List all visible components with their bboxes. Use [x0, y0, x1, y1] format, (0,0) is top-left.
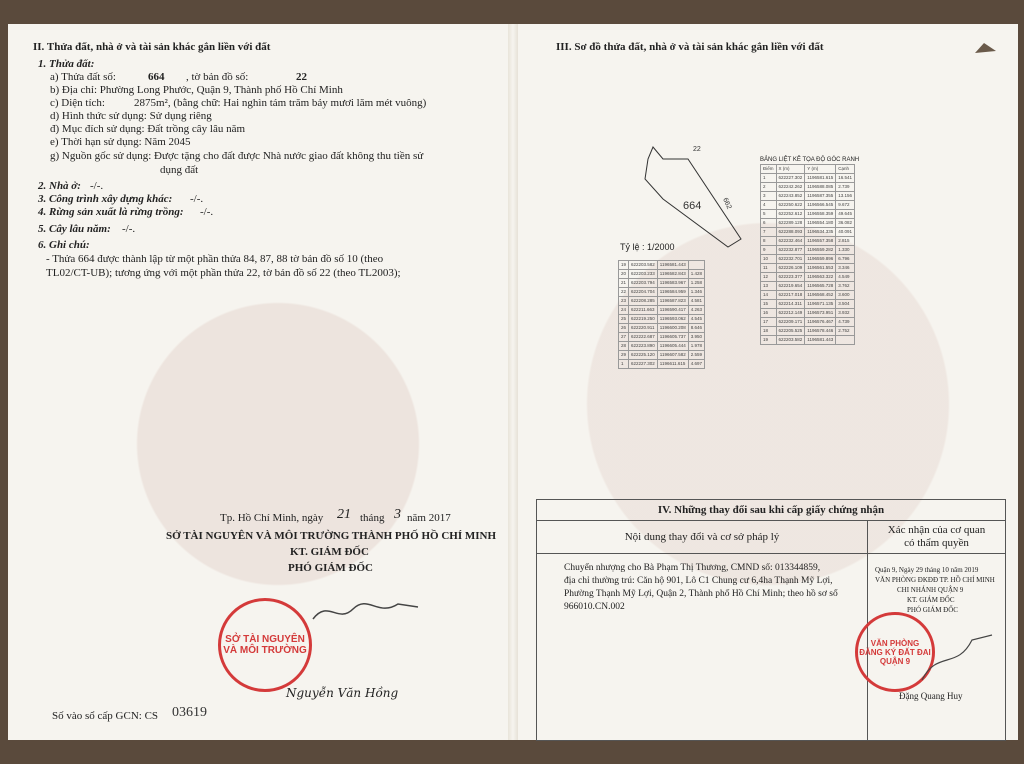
coord-cell: 4.263 [688, 306, 704, 315]
coord-cell: 1196581.615 [805, 174, 836, 183]
coord-cell: 622203.794 [629, 279, 658, 288]
coord-cell: 622289.128 [776, 219, 805, 228]
coord-cell: 1196561.553 [805, 264, 836, 273]
coord-row [619, 342, 705, 351]
coord-cell: 6 [761, 219, 777, 228]
perennial-value: -/-. [122, 223, 136, 235]
coord-cell: 622204.704 [629, 288, 658, 297]
coord-header-cell: X (m) [776, 165, 805, 174]
coord-cell [836, 336, 855, 345]
coord-cell: 28 [619, 342, 629, 351]
coord-row [619, 324, 705, 333]
confirm-line-1: Quận 9, Ngày 29 tháng 10 năm 2019 [875, 566, 979, 574]
use-form: d) Hình thức sử dụng: Sử dụng riêng [50, 110, 212, 122]
coord-row [761, 174, 855, 183]
coord-cell: 49.645 [836, 210, 855, 219]
use-purpose: đ) Mục đích sử dụng: Đất trồng cây lâu năm [50, 123, 246, 135]
corner-mark-icon [974, 41, 998, 55]
coord-cell: 9 [761, 246, 777, 255]
confirm-line-3: CHI NHÁNH QUẬN 9 [897, 586, 964, 594]
coord-cell: 36.082 [836, 219, 855, 228]
coord-cell: 1196587.355 [805, 192, 836, 201]
page-fold [508, 24, 518, 740]
forest-label: 4. Rừng sản xuất là rừng trồng: [38, 206, 184, 218]
coord-header-cell: Điểm [761, 165, 777, 174]
adjacent-plot-label-2: 22 [693, 146, 701, 153]
confirm-header-line-2: có thẩm quyền [904, 537, 969, 549]
coord-cell: 19 [619, 261, 629, 270]
signer-name: Nguyễn Văn Hồng [286, 686, 399, 700]
coord-cell: 622219.654 [776, 282, 805, 291]
coord-cell: 622232.877 [776, 246, 805, 255]
coord-cell: 19 [761, 336, 777, 345]
seal-left-text: SỞ TÀI NGUYÊN VÀ MÔI TRƯỜNG [223, 634, 307, 656]
coord-cell: 1196563.322 [805, 273, 836, 282]
gcn-number: 03619 [172, 705, 207, 720]
coord-cell: 23 [619, 297, 629, 306]
coord-cell: 8 [761, 237, 777, 246]
coord-cell: 1.428 [688, 270, 704, 279]
house-value: -/-. [90, 180, 104, 192]
works-label: 3. Công trình xây dựng khác: [38, 193, 173, 205]
change-line-4: 966010.CN.002 [564, 602, 625, 612]
perennial-label: 5. Cây lâu năm: [38, 223, 111, 235]
change-line-3: Phường Thạnh Mỹ Lợi, Quận 2, Thành phố Hồ Chí Minh; theo hồ sơ số [564, 589, 838, 599]
coord-cell: 1196581.443 [657, 261, 688, 270]
coord-cell: 4.739 [836, 318, 855, 327]
coord-cell: 622250.622 [776, 201, 805, 210]
coord-cell: 22 [619, 288, 629, 297]
coord-cell: 1196571.135 [805, 300, 836, 309]
coord-cell: 2.752 [836, 327, 855, 336]
coord-row [761, 183, 855, 192]
coord-cell [688, 261, 704, 270]
coord-cell: 4.697 [688, 360, 704, 369]
gcn-label: Số vào sổ cấp GCN: CS [52, 710, 159, 722]
coord-row [619, 306, 705, 315]
certificate-sheet [8, 24, 1018, 740]
coord-cell: 6.796 [836, 255, 855, 264]
coord-row [761, 264, 855, 273]
coord-cell: 2 [761, 183, 777, 192]
official-seal-left [218, 598, 312, 692]
confirm-line-2: VĂN PHÒNG ĐKĐĐ TP. HỒ CHÍ MINH [875, 576, 995, 584]
coord-cell: 16 [761, 309, 777, 318]
area-label: c) Diện tích: [50, 97, 105, 109]
adjacent-plot-label: 662 [721, 196, 733, 211]
land-heading: 1. Thửa đất: [38, 58, 95, 70]
plot-number-label: 664 [683, 200, 702, 212]
coord-cell: 622227.302 [776, 174, 805, 183]
coord-table-right [760, 164, 855, 345]
coord-cell: 29 [619, 351, 629, 360]
section-3-title: III. Sơ đồ thửa đất, nhà ở và tài sản khác gắn liền với đất [556, 41, 824, 53]
department-name: SỞ TÀI NGUYÊN VÀ MÔI TRƯỜNG THÀNH PHỐ HỒ CHÍ MINH [166, 530, 497, 542]
coord-cell: 5 [761, 210, 777, 219]
coord-cell: 622203.582 [629, 261, 658, 270]
coord-cell: 622222.687 [629, 333, 658, 342]
coord-cell: 1196559.282 [805, 246, 836, 255]
coord-cell: 3.932 [836, 309, 855, 318]
confirm-line-4: KT. GIÁM ĐỐC [907, 596, 955, 604]
coord-cell: 622203.582 [776, 336, 805, 345]
coord-row [761, 219, 855, 228]
issue-month-label: tháng [360, 512, 385, 524]
coord-cell: 4.581 [688, 297, 704, 306]
works-value: -/-. [190, 193, 204, 205]
coord-row [619, 270, 705, 279]
coord-cell: 1196584.959 [657, 288, 688, 297]
coord-cell: 1196573.951 [805, 309, 836, 318]
notes-label: 6. Ghi chú: [38, 239, 90, 251]
coord-cell: 3.762 [836, 282, 855, 291]
coord-cell: 24 [619, 306, 629, 315]
coord-cell: 1196566.545 [805, 201, 836, 210]
map-scale: Tỷ lệ : 1/2000 [620, 242, 675, 252]
origin-line-1: g) Nguồn gốc sử dụng: Được tặng cho đất được Nhà nước giao đất không thu tiền sử [50, 150, 424, 162]
coord-cell: 8.646 [688, 324, 704, 333]
coord-row [761, 192, 855, 201]
coord-header-row [761, 165, 855, 174]
coord-cell: 4.545 [688, 315, 704, 324]
coord-cell: 13.156 [836, 192, 855, 201]
col-content-header: Nội dung thay đổi và cơ sở pháp lý [537, 521, 868, 554]
coord-cell: 1196588.085 [805, 183, 836, 192]
coord-row [619, 333, 705, 342]
coord-row [761, 246, 855, 255]
coord-cell: 622288.093 [776, 228, 805, 237]
note-line-1: - Thửa 664 được thành lập từ một phần thửa 84, 87, 88 tờ bản đồ số 10 (theo [46, 253, 384, 265]
coord-row [761, 255, 855, 264]
coord-cell: 1196578.446 [805, 327, 836, 336]
coord-row [619, 279, 705, 288]
coord-cell: 26 [619, 324, 629, 333]
coord-cell: 1 [761, 174, 777, 183]
coord-cell: 622209.171 [776, 318, 805, 327]
coord-cell: 1196559.896 [805, 255, 836, 264]
confirm-signer: Đặng Quang Huy [899, 691, 963, 701]
coord-cell: 3.504 [836, 300, 855, 309]
coord-cell: 1196607.582 [657, 351, 688, 360]
coord-cell: 1196558.359 [805, 210, 836, 219]
coord-cell: 622217.018 [776, 291, 805, 300]
coord-cell: 17 [761, 318, 777, 327]
coord-cell: 1196600.208 [657, 324, 688, 333]
coord-cell: 622242.262 [776, 183, 805, 192]
coord-cell: 4.549 [836, 273, 855, 282]
forest-value: -/-. [200, 206, 214, 218]
coord-cell: 622232.701 [776, 255, 805, 264]
coord-row [619, 351, 705, 360]
coord-cell: 1196611.615 [657, 360, 688, 369]
coord-cell: 1196565.728 [805, 282, 836, 291]
use-term: e) Thời hạn sử dụng: Năm 2045 [50, 136, 191, 148]
coord-row [619, 315, 705, 324]
coord-cell: 27 [619, 333, 629, 342]
coord-cell: 3.346 [836, 264, 855, 273]
change-line-2: địa chỉ thường trú: Căn hộ 901, Lô C1 Chung cư 6,4ha Thạnh Mỹ Lợi, [564, 576, 833, 586]
coord-cell: 12 [761, 273, 777, 282]
coord-header-cell: Cạnh [836, 165, 855, 174]
coord-row [761, 201, 855, 210]
coord-cell: 622252.612 [776, 210, 805, 219]
coord-cell: 3.600 [836, 291, 855, 300]
coord-row [619, 360, 705, 369]
coord-cell: 622225.120 [629, 351, 658, 360]
coord-cell: 1196583.967 [657, 279, 688, 288]
coord-cell: 13 [761, 282, 777, 291]
coord-row [761, 291, 855, 300]
coord-cell: 14 [761, 291, 777, 300]
changes-box [536, 499, 1006, 741]
coord-row [761, 282, 855, 291]
coord-table-title: BẢNG LIỆT KÊ TỌA ĐỘ GÓC RANH [760, 157, 860, 163]
coord-cell: 1196605.444 [657, 342, 688, 351]
coord-row [619, 261, 705, 270]
coord-table-left [618, 260, 705, 369]
coord-row [761, 336, 855, 345]
section-2-title: II. Thửa đất, nhà ở và tài sản khác gắn liền với đất [33, 41, 271, 53]
coord-cell: 1196576.467 [805, 318, 836, 327]
map-label: , tờ bản đồ số: [186, 71, 249, 83]
address: b) Địa chỉ: Phường Long Phước, Quận 9, Thành phố Hồ Chí Minh [50, 84, 343, 96]
coord-cell: 622227.302 [629, 360, 658, 369]
coord-row [619, 297, 705, 306]
col-confirm-header [868, 521, 1005, 554]
coord-cell: 622211.663 [629, 306, 658, 315]
coord-cell: 1.978 [688, 342, 704, 351]
coord-cell: 21 [619, 279, 629, 288]
coord-row [761, 318, 855, 327]
coord-cell: 622232.464 [776, 237, 805, 246]
coord-row [761, 228, 855, 237]
coord-cell: 622220.911 [629, 324, 658, 333]
coord-cell: 1196568.452 [805, 291, 836, 300]
coord-cell: 1 [619, 360, 629, 369]
kt-director: KT. GIÁM ĐỐC [290, 546, 369, 558]
coord-row [761, 327, 855, 336]
coord-cell: 1196581.443 [805, 336, 836, 345]
coord-cell: 622203.233 [629, 270, 658, 279]
coord-header-cell: Y (m) [805, 165, 836, 174]
coord-cell: 18 [761, 327, 777, 336]
coord-cell: 2.815 [836, 237, 855, 246]
issue-day: 21 [337, 507, 351, 522]
issue-month: 3 [394, 507, 401, 522]
coord-cell: 7 [761, 228, 777, 237]
parcel-number: 664 [148, 71, 165, 83]
issue-year: năm 2017 [407, 512, 451, 524]
coord-cell: 3 [761, 192, 777, 201]
coord-cell: 25 [619, 315, 629, 324]
coord-cell: 622223.890 [629, 342, 658, 351]
section-4-title: IV. Những thay đổi sau khi cấp giấy chứng nhận [537, 500, 1005, 521]
coord-cell: 2.559 [688, 351, 704, 360]
signature-right [917, 630, 997, 690]
coord-cell: 622226.109 [776, 264, 805, 273]
coord-cell: 1196582.843 [657, 270, 688, 279]
coord-cell: 622208.285 [629, 297, 658, 306]
coord-row [761, 237, 855, 246]
coord-cell: 1196605.737 [657, 333, 688, 342]
coord-row [761, 309, 855, 318]
coord-cell: 1196587.823 [657, 297, 688, 306]
coord-cell: 622212.149 [776, 309, 805, 318]
signature-left [308, 589, 428, 629]
origin-line-2: dụng đất [160, 164, 199, 176]
change-line-1: Chuyển nhượng cho Bà Phạm Thị Thương, CMND số: 013344859, [564, 563, 821, 573]
coord-cell: 11 [761, 264, 777, 273]
coord-cell: 1.258 [688, 279, 704, 288]
coord-cell: 1196554.180 [805, 219, 836, 228]
confirm-header-line-1: Xác nhận của cơ quan [887, 524, 986, 536]
coord-cell: 20 [619, 270, 629, 279]
coord-cell: 1196593.062 [657, 315, 688, 324]
deputy-director: PHÓ GIÁM ĐỐC [288, 562, 373, 574]
coord-row [619, 288, 705, 297]
coord-cell: 1196590.417 [657, 306, 688, 315]
confirm-line-5: PHÓ GIÁM ĐỐC [907, 606, 958, 614]
coord-cell: 16.541 [836, 174, 855, 183]
coord-row [761, 210, 855, 219]
coord-cell: 1.346 [688, 288, 704, 297]
coord-cell: 10 [761, 255, 777, 264]
coord-cell: 4 [761, 201, 777, 210]
coord-cell: 40.091 [836, 228, 855, 237]
coord-cell: 1196557.358 [805, 237, 836, 246]
house-label: 2. Nhà ở: [38, 180, 81, 192]
coord-row [761, 273, 855, 282]
coord-cell: 622223.377 [776, 273, 805, 282]
issue-date-prefix: Tp. Hồ Chí Minh, ngày [220, 512, 324, 524]
area-value: 2875m², (bằng chữ: Hai nghìn tám trăm bảy mươi lăm mét vuông) [134, 97, 427, 109]
coord-cell: 3.950 [688, 333, 704, 342]
note-line-2: TL02/CT-UB); tương ứng với một phần thửa 22, tờ bản đồ số 22 (theo TL2003); [46, 267, 401, 279]
map-number: 22 [296, 71, 307, 83]
coord-cell: 622219.250 [629, 315, 658, 324]
coord-cell: 2.739 [836, 183, 855, 192]
coord-cell: 15 [761, 300, 777, 309]
coord-cell: 1.330 [836, 246, 855, 255]
parcel-label: a) Thửa đất số: [50, 71, 116, 83]
coord-row [761, 300, 855, 309]
seal-right-text: VĂN PHÒNG ĐĂNG KÝ ĐẤT ĐAI QUẬN 9 [859, 638, 931, 666]
coord-cell: 622205.525 [776, 327, 805, 336]
coord-cell: 1196534.335 [805, 228, 836, 237]
coord-cell: 9.672 [836, 201, 855, 210]
coord-cell: 622214.311 [776, 300, 805, 309]
coord-cell: 622243.852 [776, 192, 805, 201]
